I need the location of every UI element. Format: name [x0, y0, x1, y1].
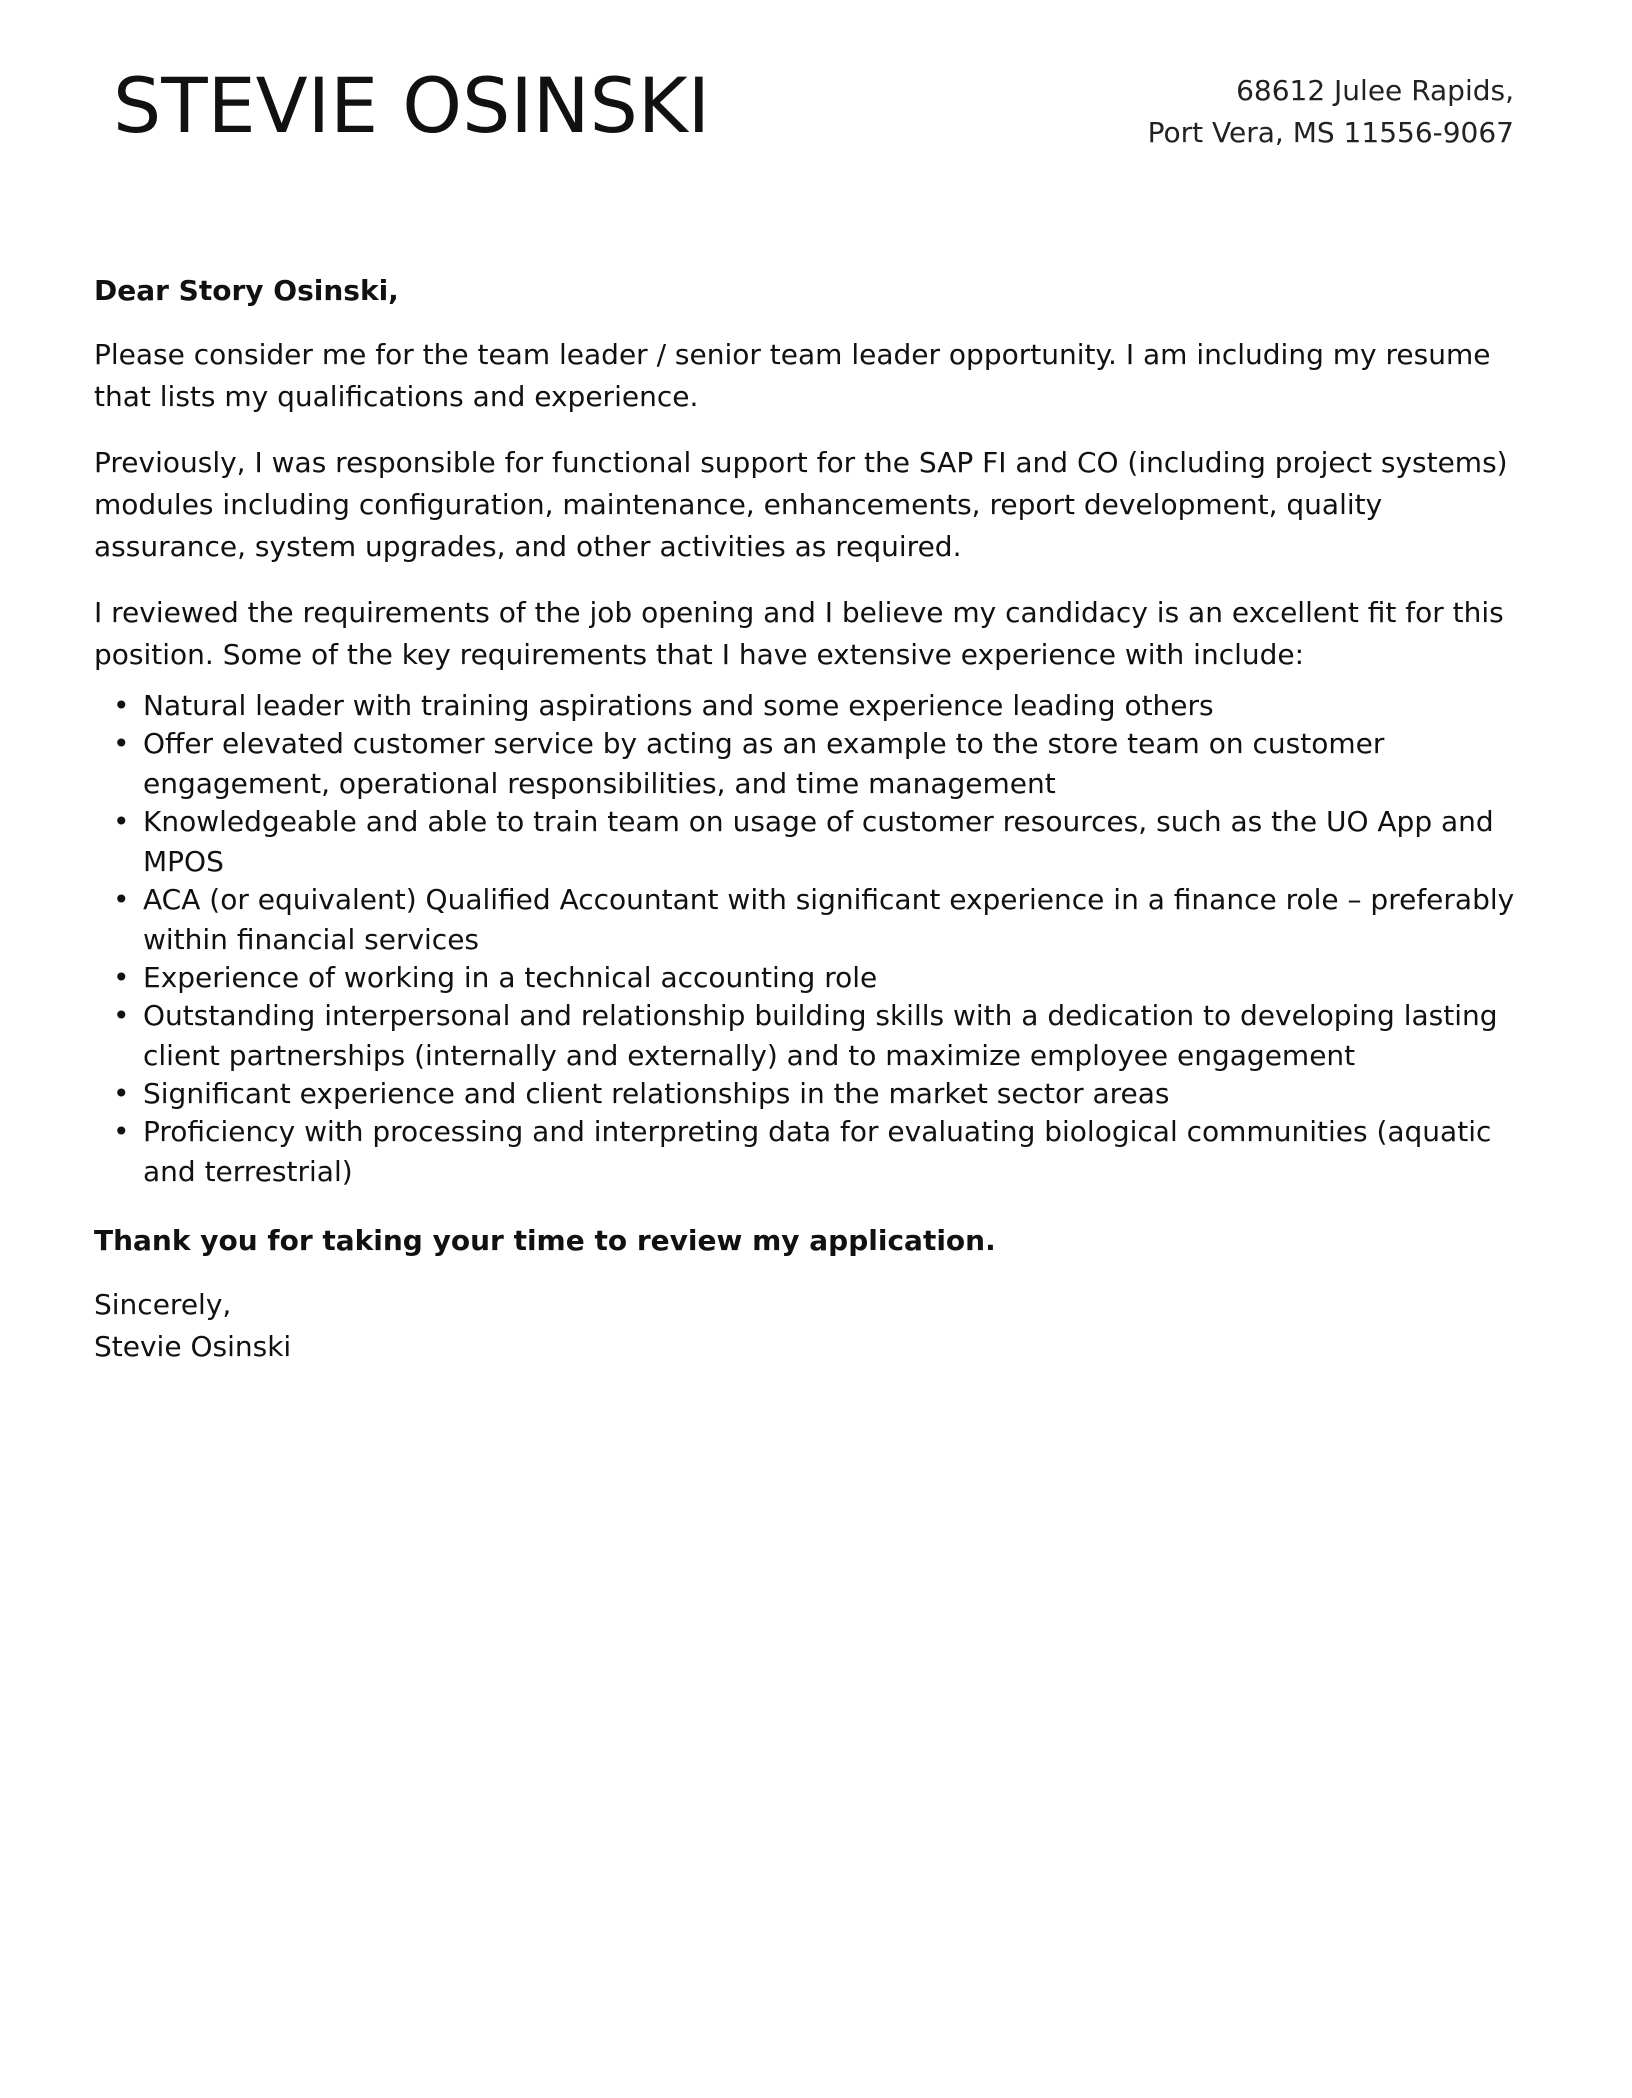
- list-item-text: ACA (or equivalent) Qualified Accountant with significant experience in a finance role – preferably within financial services: [143, 883, 1515, 956]
- intro-paragraph: Please consider me for the team leader / senior team leader opportunity. I am including my resume that lists my qualifications and experience.: [94, 338, 1491, 413]
- address-line-2: Port Vera, MS 11556-9067: [1147, 116, 1514, 149]
- letter-body: [94, 270, 1534, 1368]
- signature: Stevie Osinski: [94, 1330, 292, 1363]
- list-item: [94, 958, 1534, 998]
- applicant-name: STEVIE OSINSKI: [113, 61, 711, 150]
- bullet-icon: •: [113, 805, 130, 838]
- experience-paragraph: Previously, I was responsible for functional support for the SAP FI and CO (including project systems) modules including configuration, maintenance, enhancements, report development, quality assurance, system upgrades, and other activities as required.: [94, 446, 1508, 563]
- list-item-text: Natural leader with training aspirations and some experience leading others: [143, 689, 1214, 722]
- list-item: [94, 1112, 1534, 1192]
- list-item-text: Knowledgeable and able to train team on usage of customer resources, such as the UO App and MPOS: [143, 805, 1494, 878]
- salutation: Dear Story Osinski,: [94, 274, 399, 307]
- list-item: [94, 686, 1534, 726]
- list-item: [94, 1074, 1534, 1114]
- bullet-icon: •: [113, 961, 130, 994]
- list-item-text: Outstanding interpersonal and relationship building skills with a dedication to developing lasting client partnerships (internally and externally) and to maximize employee engagement: [143, 999, 1498, 1072]
- bullet-icon: •: [113, 1115, 130, 1148]
- bullet-icon: •: [113, 689, 130, 722]
- address-line-1: 68612 Julee Rapids,: [1236, 74, 1514, 107]
- bullet-icon: •: [113, 883, 130, 916]
- bullet-icon: •: [113, 1077, 130, 1110]
- list-item-text: Significant experience and client relationships in the market sector areas: [143, 1077, 1170, 1110]
- list-item-text: Experience of working in a technical accounting role: [143, 961, 878, 994]
- list-item: [94, 802, 1534, 882]
- applicant-address: [1148, 70, 1514, 154]
- bullet-icon: •: [113, 999, 130, 1032]
- list-item: [94, 880, 1534, 960]
- list-item-text: Proficiency with processing and interpreting data for evaluating biological communities (aquatic and terrestrial): [143, 1115, 1492, 1188]
- requirements-paragraph: I reviewed the requirements of the job opening and I believe my candidacy is an excellent fit for this position. Some of the key requirements that I have extensive experience with include:: [94, 596, 1504, 671]
- thank-you-line: Thank you for taking your time to review my application.: [94, 1224, 996, 1257]
- closing: Sincerely,: [94, 1288, 232, 1321]
- list-item: [94, 996, 1534, 1076]
- bullet-icon: •: [113, 727, 130, 760]
- requirements-list: [94, 686, 1534, 1192]
- list-item-text: Offer elevated customer service by acting as an example to the store team on customer engagement, operational responsibilities, and time management: [143, 727, 1385, 800]
- list-item: [94, 724, 1534, 804]
